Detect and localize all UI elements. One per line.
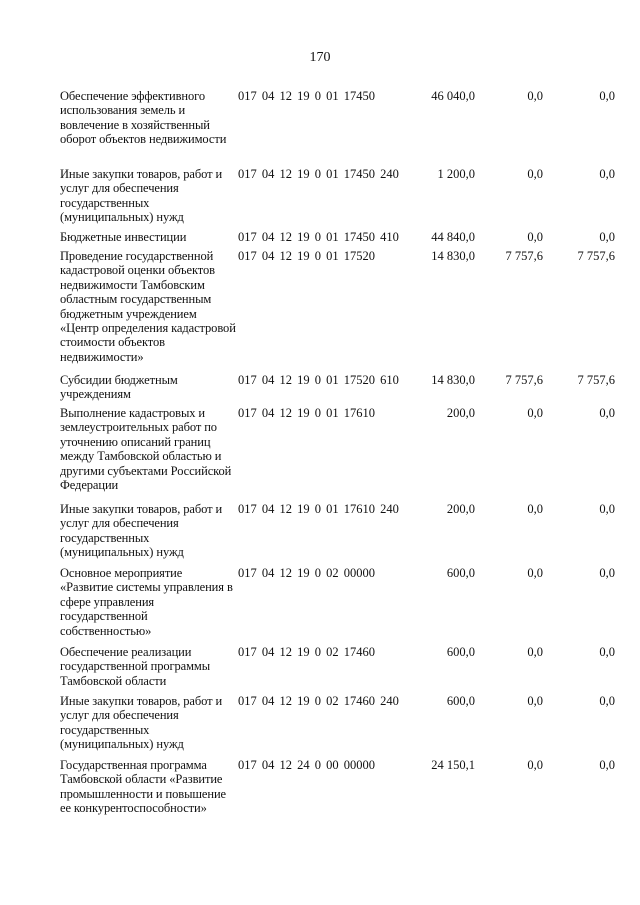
row-amount: 24 150,1 (431, 758, 475, 772)
row-code: 017 04 12 19 0 01 17450 (238, 89, 375, 103)
row-value-3: 0,0 (599, 694, 615, 708)
row-value-3: 0,0 (599, 645, 615, 659)
row-name: Бюджетные инвестиции (60, 230, 187, 244)
row-value-3: 0,0 (599, 89, 615, 103)
row-amount: 14 830,0 (431, 373, 475, 387)
row-name: Государственная программа Тамбовской области «Развитие промышленности и повышение ее конкурентоспособности» (60, 758, 226, 816)
row-value-2: 7 757,6 (505, 249, 543, 263)
row-code: 017 04 12 19 0 01 17610 (238, 406, 375, 420)
row-amount: 46 040,0 (431, 89, 475, 103)
row-code: 017 04 12 19 0 01 17610 240 (238, 502, 399, 516)
row-name: Иные закупки товаров, работ и услуг для обеспечения государственных (муниципальных) нужд (60, 502, 223, 560)
row-code: 017 04 12 19 0 02 00000 (238, 566, 375, 580)
row-amount: 600,0 (446, 645, 475, 659)
row-amount: 14 830,0 (431, 249, 475, 263)
row-name: Выполнение кадастровых и землеустроительных работ по уточнению описаний границ между Тамбовской областью и другими субъектами Российской Федерации (60, 406, 232, 493)
row-value-2: 0,0 (527, 406, 543, 420)
row-value-2: 0,0 (527, 230, 543, 244)
row-name: Субсидии бюджетным учреждениям (60, 373, 178, 402)
row-code: 017 04 12 19 0 01 17450 240 (238, 167, 399, 181)
row-amount: 200,0 (446, 406, 475, 420)
row-value-2: 0,0 (527, 645, 543, 659)
row-code: 017 04 12 19 0 01 17520 (238, 249, 375, 263)
row-value-2: 7 757,6 (505, 373, 543, 387)
row-code: 017 04 12 19 0 02 17460 (238, 645, 375, 659)
row-code: 017 04 12 19 0 02 17460 240 (238, 694, 399, 708)
row-value-3: 0,0 (599, 406, 615, 420)
row-amount: 1 200,0 (437, 167, 475, 181)
row-name: Основное мероприятие «Развитие системы управления в сфере управления государственной собственностью» (60, 566, 233, 638)
row-name: Иные закупки товаров, работ и услуг для обеспечения государственных (муниципальных) нужд (60, 167, 223, 225)
row-amount: 600,0 (446, 566, 475, 580)
row-name: Обеспечение реализации государственной программы Тамбовской области (60, 645, 211, 688)
row-code: 017 04 12 24 0 00 00000 (238, 758, 375, 772)
page-number: 170 (309, 50, 331, 65)
row-value-3: 0,0 (599, 566, 615, 580)
row-value-3: 0,0 (599, 502, 615, 516)
row-value-2: 0,0 (527, 694, 543, 708)
row-value-2: 0,0 (527, 167, 543, 181)
row-amount: 600,0 (446, 694, 475, 708)
row-value-3: 0,0 (599, 230, 615, 244)
row-value-3: 7 757,6 (577, 249, 615, 263)
row-name: Проведение государственной кадастровой оценки объектов недвижимости Тамбовским областным государственным бюджетным учреждением «Центр определения кадастровой стоимости объектов недвижимости» (60, 249, 236, 364)
row-value-3: 7 757,6 (577, 373, 615, 387)
row-name: Иные закупки товаров, работ и услуг для обеспечения государственных (муниципальных) нужд (60, 694, 223, 752)
row-name: Обеспечение эффективного использования земель и вовлечение в хозяйственный оборот объектов недвижимости (60, 89, 227, 147)
row-value-2: 0,0 (527, 89, 543, 103)
row-amount: 200,0 (446, 502, 475, 516)
row-value-3: 0,0 (599, 167, 615, 181)
row-value-2: 0,0 (527, 502, 543, 516)
row-value-3: 0,0 (599, 758, 615, 772)
row-code: 017 04 12 19 0 01 17520 610 (238, 373, 399, 387)
row-value-2: 0,0 (527, 758, 543, 772)
row-value-2: 0,0 (527, 566, 543, 580)
row-amount: 44 840,0 (431, 230, 475, 244)
row-code: 017 04 12 19 0 01 17450 410 (238, 230, 399, 244)
